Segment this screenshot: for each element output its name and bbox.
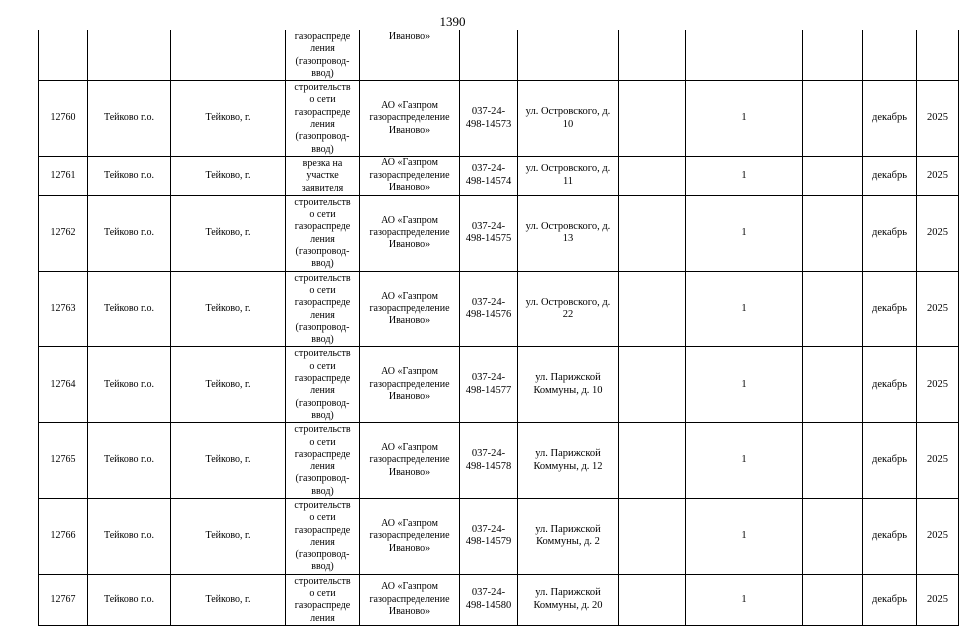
cell-locality: Тейково, г. [171,156,286,195]
cell-organization: АО «Газпром газораспределение Иваново» [360,423,460,499]
cell-month: декабрь [863,81,917,157]
cell-month: декабрь [863,423,917,499]
cell-organization: Иваново» [360,30,460,81]
page-number: 1390 [439,14,466,29]
cell-number: 12763 [39,271,88,347]
cell-district: Тейково г.о. [88,195,171,271]
cell-empty [803,347,863,423]
cell-district: Тейково г.о. [88,423,171,499]
table-body [39,30,959,625]
cell-quantity: 1 [686,347,803,423]
cell-year: 2025 [917,81,959,157]
cell-empty [518,30,619,81]
cell-number: 12765 [39,423,88,499]
cell-quantity: 1 [686,423,803,499]
cell-district: Тейково г.о. [88,271,171,347]
cell-locality: Тейково, г. [171,81,286,157]
cell-locality: Тейково, г. [171,347,286,423]
cell-empty [619,30,686,81]
cell-work-type: строительств о сети газораспреде ления (газопровод- ввод) [286,498,360,574]
cell-year: 2025 [917,574,959,625]
cell-quantity: 1 [686,271,803,347]
cell-number: 12760 [39,81,88,157]
cell-empty [803,271,863,347]
cell-empty [88,30,171,81]
cell-work-type: строительств о сети газораспреде ления (газопровод- ввод) [286,423,360,499]
table-row [39,81,959,157]
cell-work-type: газораспреде ления (газопровод- ввод) [286,30,360,81]
cell-organization: АО «Газпром газораспределение Иваново» [360,81,460,157]
cell-empty [686,30,803,81]
cell-number: 12767 [39,574,88,625]
cell-locality: Тейково, г. [171,498,286,574]
cell-organization: АО «Газпром газораспределение Иваново» [360,156,460,195]
cell-empty [619,347,686,423]
table-row [39,156,959,195]
cell-code: 037-24- 498-14574 [460,156,518,195]
cell-work-type: строительств о сети газораспреде ления (газопровод- ввод) [286,195,360,271]
cell-organization: АО «Газпром газораспределение Иваново» [360,574,460,625]
cell-year: 2025 [917,195,959,271]
cell-address: ул. Парижской Коммуны, д. 20 [518,574,619,625]
cell-locality: Тейково, г. [171,423,286,499]
cell-address: ул. Островского, д. 11 [518,156,619,195]
cell-quantity: 1 [686,81,803,157]
cell-empty [171,30,286,81]
gas-connection-table [38,30,959,626]
cell-organization: АО «Газпром газораспределение Иваново» [360,498,460,574]
cell-address: ул. Островского, д. 22 [518,271,619,347]
cell-empty [619,195,686,271]
cell-locality: Тейково, г. [171,195,286,271]
cell-month: декабрь [863,195,917,271]
cell-address: ул. Островского, д. 13 [518,195,619,271]
cell-year: 2025 [917,423,959,499]
cell-empty [803,30,863,81]
cell-empty [863,30,917,81]
cell-address: ул. Парижской Коммуны, д. 10 [518,347,619,423]
cell-month: декабрь [863,574,917,625]
table-row [39,498,959,574]
cell-work-type: строительств о сети газораспреде ления (газопровод- ввод) [286,271,360,347]
cell-empty [619,574,686,625]
cell-organization: АО «Газпром газораспределение Иваново» [360,347,460,423]
cell-empty [460,30,518,81]
cell-code: 037-24- 498-14575 [460,195,518,271]
cell-empty [619,156,686,195]
cell-empty [619,498,686,574]
cell-address: ул. Парижской Коммуны, д. 12 [518,423,619,499]
cell-year: 2025 [917,156,959,195]
cell-organization: АО «Газпром газораспределение Иваново» [360,195,460,271]
cell-code: 037-24- 498-14573 [460,81,518,157]
cell-empty [917,30,959,81]
cell-empty [619,423,686,499]
cell-district: Тейково г.о. [88,347,171,423]
cell-district: Тейково г.о. [88,156,171,195]
cell-address: ул. Парижской Коммуны, д. 2 [518,498,619,574]
cell-year: 2025 [917,347,959,423]
table-row [39,423,959,499]
cell-empty [619,81,686,157]
cell-work-type: строительств о сети газораспреде ления [286,574,360,625]
cell-year: 2025 [917,498,959,574]
cell-code: 037-24- 498-14580 [460,574,518,625]
cell-code: 037-24- 498-14579 [460,498,518,574]
cell-number: 12766 [39,498,88,574]
cell-month: декабрь [863,271,917,347]
cell-empty [39,30,88,81]
cell-code: 037-24- 498-14577 [460,347,518,423]
cell-work-type: строительств о сети газораспреде ления (газопровод- ввод) [286,347,360,423]
cell-district: Тейково г.о. [88,498,171,574]
cell-empty [803,498,863,574]
continuation-row [39,30,959,81]
cell-district: Тейково г.о. [88,574,171,625]
cell-district: Тейково г.о. [88,81,171,157]
cell-quantity: 1 [686,498,803,574]
cell-quantity: 1 [686,156,803,195]
cell-address: ул. Островского, д. 10 [518,81,619,157]
cell-empty [803,423,863,499]
cell-month: декабрь [863,156,917,195]
cell-month: декабрь [863,498,917,574]
cell-locality: Тейково, г. [171,574,286,625]
cell-work-type: строительств о сети газораспреде ления (газопровод- ввод) [286,81,360,157]
cell-empty [803,156,863,195]
cell-month: декабрь [863,347,917,423]
cell-code: 037-24- 498-14578 [460,423,518,499]
cell-locality: Тейково, г. [171,271,286,347]
cell-empty [803,81,863,157]
cell-number: 12762 [39,195,88,271]
cell-code: 037-24- 498-14576 [460,271,518,347]
cell-organization: АО «Газпром газораспределение Иваново» [360,271,460,347]
cell-quantity: 1 [686,574,803,625]
cell-quantity: 1 [686,195,803,271]
cell-empty [803,574,863,625]
table-row [39,574,959,625]
cell-work-type: врезка на участке заявителя [286,156,360,195]
table-row [39,195,959,271]
cell-empty [619,271,686,347]
cell-number: 12761 [39,156,88,195]
table-row [39,347,959,423]
cell-empty [803,195,863,271]
cell-year: 2025 [917,271,959,347]
table-row [39,271,959,347]
cell-number: 12764 [39,347,88,423]
